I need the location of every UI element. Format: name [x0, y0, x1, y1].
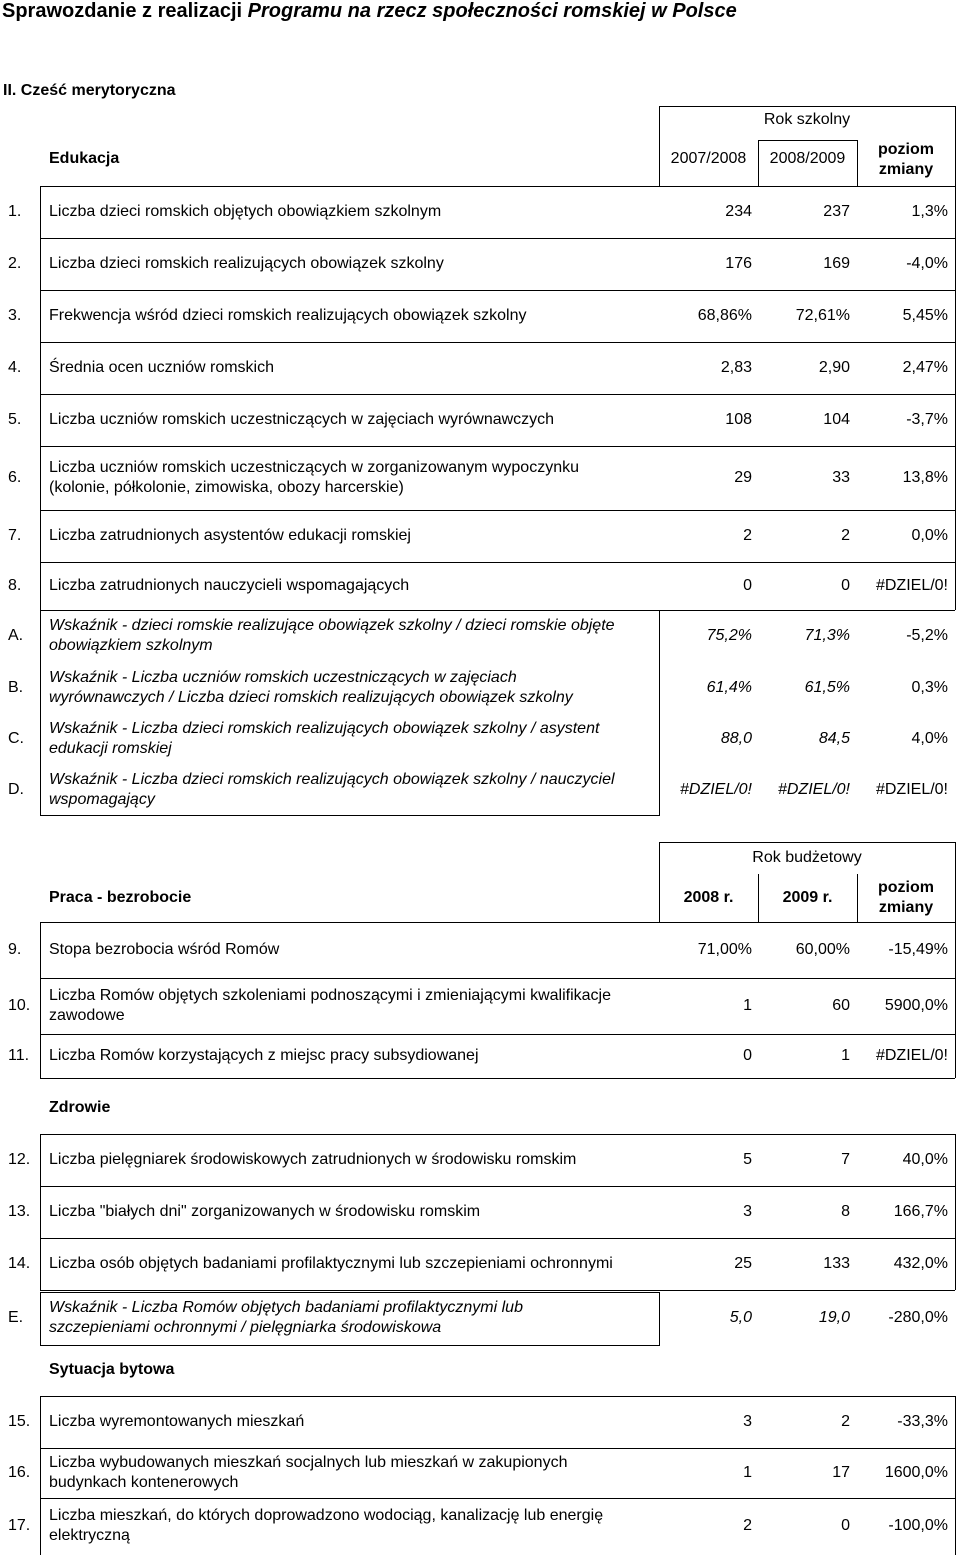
- row-number: 1.: [8, 203, 22, 220]
- col-header-1: 2007/2008: [670, 150, 747, 167]
- col-header-3a: poziom: [878, 141, 934, 158]
- value-col-1: 2: [743, 527, 752, 544]
- row-label-2: wspomagający: [49, 791, 155, 808]
- row-number: D.: [8, 781, 24, 798]
- value-col-1: 0: [743, 577, 752, 594]
- row-label: Liczba dzieci romskich realizujących obowiązek szkolny: [49, 255, 444, 272]
- row-label-2: elektryczną: [49, 1527, 130, 1544]
- row-number: 9.: [8, 941, 22, 958]
- value-col-3: 0,0%: [911, 527, 948, 544]
- row-number: 14.: [8, 1255, 31, 1272]
- row-label: Liczba pielęgniarek środowiskowych zatrudnionych w środowisku romskim: [49, 1151, 577, 1168]
- col-header-3b: zmiany: [878, 161, 934, 178]
- row-number: E.: [8, 1309, 24, 1326]
- value-col-2: 17: [832, 1464, 850, 1481]
- value-col-1: 234: [725, 203, 752, 220]
- grid-line: [955, 1134, 956, 1290]
- education-heading: Edukacja: [49, 150, 120, 167]
- value-col-2: 61,5%: [804, 679, 850, 696]
- row-number: 13.: [8, 1203, 31, 1220]
- row-label: Liczba uczniów romskich uczestniczących w zajęciach wyrównawczych: [49, 411, 555, 428]
- value-col-1: 29: [734, 469, 752, 486]
- grid-line: [955, 1396, 956, 1555]
- row-label: Wskaźnik - Liczba Romów objętych badaniami profilaktycznymi lub: [49, 1299, 523, 1316]
- row-label: Liczba wyremontowanych mieszkań: [49, 1413, 305, 1430]
- col-header-1: 2008 r.: [683, 889, 734, 906]
- value-col-2: 104: [823, 411, 850, 428]
- indicator-box: [40, 610, 660, 816]
- row-number: 6.: [8, 469, 22, 486]
- row-number: C.: [8, 730, 24, 747]
- value-col-3: 2,47%: [902, 359, 948, 376]
- value-col-1: 5: [743, 1151, 752, 1168]
- document-title: [2, 0, 737, 23]
- value-col-3: -15,49%: [888, 941, 948, 958]
- row-label: Liczba uczniów romskich uczestniczących w zorganizowanym wypoczynku: [49, 459, 579, 476]
- row-label: Liczba zatrudnionych nauczycieli wspomagających: [49, 577, 410, 594]
- row-label-2: budynkach kontenerowych: [49, 1474, 239, 1491]
- value-col-3: 13,8%: [902, 469, 948, 486]
- title-prefix: Sprawozdanie z realizacji: [2, 0, 248, 22]
- value-col-1: 2: [743, 1517, 752, 1534]
- grid-line: [955, 922, 956, 1078]
- value-col-3: 5,45%: [902, 307, 948, 324]
- grid-line: [40, 922, 41, 1078]
- value-col-2: 0: [841, 577, 850, 594]
- value-col-1: #DZIEL/0!: [679, 781, 752, 798]
- row-number: 15.: [8, 1413, 31, 1430]
- value-col-3: -280,0%: [888, 1309, 948, 1326]
- section-title: II. Cześć merytoryczna: [3, 82, 176, 99]
- value-col-3: 1600,0%: [884, 1464, 948, 1481]
- value-col-3: #DZIEL/0!: [875, 577, 948, 594]
- value-col-1: 0: [743, 1047, 752, 1064]
- value-col-1: 61,4%: [706, 679, 752, 696]
- value-col-2: #DZIEL/0!: [777, 781, 850, 798]
- grid-line: [40, 186, 955, 187]
- value-col-3: -4,0%: [906, 255, 948, 272]
- grid-line: [40, 1396, 955, 1397]
- value-col-1: 3: [743, 1203, 752, 1220]
- value-col-3: #DZIEL/0!: [875, 1047, 948, 1064]
- grid-line: [40, 510, 955, 511]
- value-col-2: 84,5: [818, 730, 850, 747]
- value-col-2: 1: [841, 1047, 850, 1064]
- value-col-2: 169: [823, 255, 850, 272]
- value-col-2: 33: [832, 469, 850, 486]
- value-col-1: 3: [743, 1413, 752, 1430]
- grid-line: [40, 1290, 955, 1291]
- value-col-1: 75,2%: [706, 627, 752, 644]
- value-col-1: 1: [743, 1464, 752, 1481]
- value-col-3: 4,0%: [911, 730, 948, 747]
- grid-line: [955, 186, 956, 610]
- value-col-3: 166,7%: [893, 1203, 948, 1220]
- row-number: A.: [8, 627, 24, 644]
- value-col-1: 108: [725, 411, 752, 428]
- grid-line: [40, 342, 955, 343]
- row-label: Liczba mieszkań, do których doprowadzono wodociąg, kanalizację lub energię: [49, 1507, 604, 1524]
- value-col-3: -33,3%: [897, 1413, 948, 1430]
- grid-line: [659, 842, 955, 843]
- row-label: Liczba dzieci romskich objętych obowiązkiem szkolnym: [49, 203, 442, 220]
- row-label: Liczba "białych dni" zorganizowanych w środowisku romskim: [49, 1203, 481, 1220]
- row-label: Wskaźnik - Liczba uczniów romskich uczestniczących w zajęciach: [49, 669, 517, 686]
- col-header-3a: poziom: [878, 879, 934, 896]
- row-number: 3.: [8, 307, 22, 324]
- grid-line: [40, 290, 955, 291]
- value-col-3: 5900,0%: [884, 997, 948, 1014]
- work-heading: Praca - bezrobocie: [49, 889, 192, 906]
- value-col-3: 40,0%: [902, 1151, 948, 1168]
- grid-line: [40, 1448, 955, 1449]
- value-col-1: 176: [725, 255, 752, 272]
- grid-line: [955, 842, 956, 922]
- grid-line: [40, 1134, 955, 1135]
- value-col-3: -5,2%: [906, 627, 948, 644]
- row-label: Liczba Romów objętych szkoleniami podnoszącymi i zmieniającymi kwalifikacje: [49, 987, 611, 1004]
- title-italic: Programu na rzecz społeczności romskiej w Polsce: [247, 0, 737, 22]
- value-col-1: 25: [734, 1255, 752, 1272]
- grid-line: [40, 1186, 955, 1187]
- grid-line: [40, 1396, 41, 1555]
- value-col-1: 1: [743, 997, 752, 1014]
- value-col-1: 88,0: [720, 730, 752, 747]
- grid-line: [40, 978, 955, 979]
- col-header-2: 2008/2009: [769, 150, 846, 167]
- grid-line: [955, 106, 956, 186]
- value-col-1: 68,86%: [697, 307, 752, 324]
- row-number: 5.: [8, 411, 22, 428]
- group-header-budget-year: Rok budżetowy: [752, 849, 862, 866]
- row-number: 12.: [8, 1151, 31, 1168]
- grid-line: [40, 922, 955, 923]
- grid-line: [40, 1498, 955, 1499]
- health-heading: Zdrowie: [49, 1099, 111, 1116]
- row-label: Wskaźnik - dzieci romskie realizujące obowiązek szkolny / dzieci romskie objęte: [49, 617, 615, 634]
- row-label: Liczba zatrudnionych asystentów edukacji romskiej: [49, 527, 411, 544]
- row-number: 7.: [8, 527, 22, 544]
- value-col-3: 0,3%: [911, 679, 948, 696]
- row-label-2: szczepieniami ochronnymi / pielęgniarka środowiskowa: [49, 1319, 442, 1336]
- value-col-2: 72,61%: [795, 307, 850, 324]
- value-col-3: 1,3%: [911, 203, 948, 220]
- value-col-2: 2,90: [818, 359, 850, 376]
- row-label-2: obowiązkiem szkolnym: [49, 637, 213, 654]
- row-number: 8.: [8, 577, 22, 594]
- value-col-2: 0: [841, 1517, 850, 1534]
- value-col-2: 133: [823, 1255, 850, 1272]
- row-label: Stopa bezrobocia wśród Romów: [49, 941, 280, 958]
- grid-line: [40, 1034, 955, 1035]
- row-number: 17.: [8, 1517, 31, 1534]
- group-header-school-year: Rok szkolny: [763, 111, 851, 128]
- grid-line: [40, 238, 955, 239]
- value-col-2: 237: [823, 203, 850, 220]
- grid-line: [40, 562, 955, 563]
- row-number: 16.: [8, 1464, 31, 1481]
- col-header-2: 2009 r.: [782, 889, 833, 906]
- grid-line: [40, 394, 955, 395]
- row-label-2: edukacji romskiej: [49, 740, 172, 757]
- value-col-1: 5,0: [729, 1309, 752, 1326]
- grid-line: [40, 1238, 955, 1239]
- row-label: Średnia ocen uczniów romskich: [49, 359, 274, 376]
- value-col-3: -3,7%: [906, 411, 948, 428]
- value-col-2: 2: [841, 1413, 850, 1430]
- value-col-2: 8: [841, 1203, 850, 1220]
- value-col-2: 2: [841, 527, 850, 544]
- indicator-box: [40, 1292, 660, 1346]
- grid-line: [40, 186, 41, 610]
- row-label-2: zawodowe: [49, 1007, 125, 1024]
- row-label: Frekwencja wśród dzieci romskich realizujących obowiązek szkolny: [49, 307, 527, 324]
- row-number: 11.: [8, 1047, 30, 1064]
- value-col-1: 2,83: [720, 359, 752, 376]
- row-label: Wskaźnik - Liczba dzieci romskich realizujących obowiązek szkolny / nauczyciel: [49, 771, 615, 788]
- living-heading: Sytuacja bytowa: [49, 1361, 175, 1378]
- row-label: Liczba osób objętych badaniami profilaktycznymi lub szczepieniami ochronnymi: [49, 1255, 613, 1272]
- grid-line: [40, 1078, 955, 1079]
- value-col-3: #DZIEL/0!: [875, 781, 948, 798]
- col-header-3b: zmiany: [878, 899, 934, 916]
- value-col-2: 60: [832, 997, 850, 1014]
- value-col-2: 7: [841, 1151, 850, 1168]
- row-number: B.: [8, 679, 24, 696]
- grid-line: [659, 106, 955, 107]
- value-col-1: 71,00%: [697, 941, 752, 958]
- row-label-2: wyrównawczych / Liczba dzieci romskich realizujących obowiązek szkolny: [49, 689, 573, 706]
- grid-line: [40, 1134, 41, 1290]
- grid-line: [758, 140, 857, 141]
- row-number: 10.: [8, 997, 31, 1014]
- row-label: Liczba wybudowanych mieszkań socjalnych lub mieszkań w zakupionych: [49, 1454, 568, 1471]
- row-number: 2.: [8, 255, 22, 272]
- row-number: 4.: [8, 359, 22, 376]
- grid-line: [40, 446, 955, 447]
- value-col-3: -100,0%: [888, 1517, 948, 1534]
- row-label: Wskaźnik - Liczba dzieci romskich realizujących obowiązek szkolny / asystent: [49, 720, 600, 737]
- row-label: Liczba Romów korzystających z miejsc pracy subsydiowanej: [49, 1047, 479, 1064]
- value-col-2: 71,3%: [804, 627, 850, 644]
- value-col-2: 60,00%: [795, 941, 850, 958]
- value-col-2: 19,0: [818, 1309, 850, 1326]
- value-col-3: 432,0%: [893, 1255, 948, 1272]
- row-label-2: (kolonie, półkolonie, zimowiska, obozy harcerskie): [49, 479, 404, 496]
